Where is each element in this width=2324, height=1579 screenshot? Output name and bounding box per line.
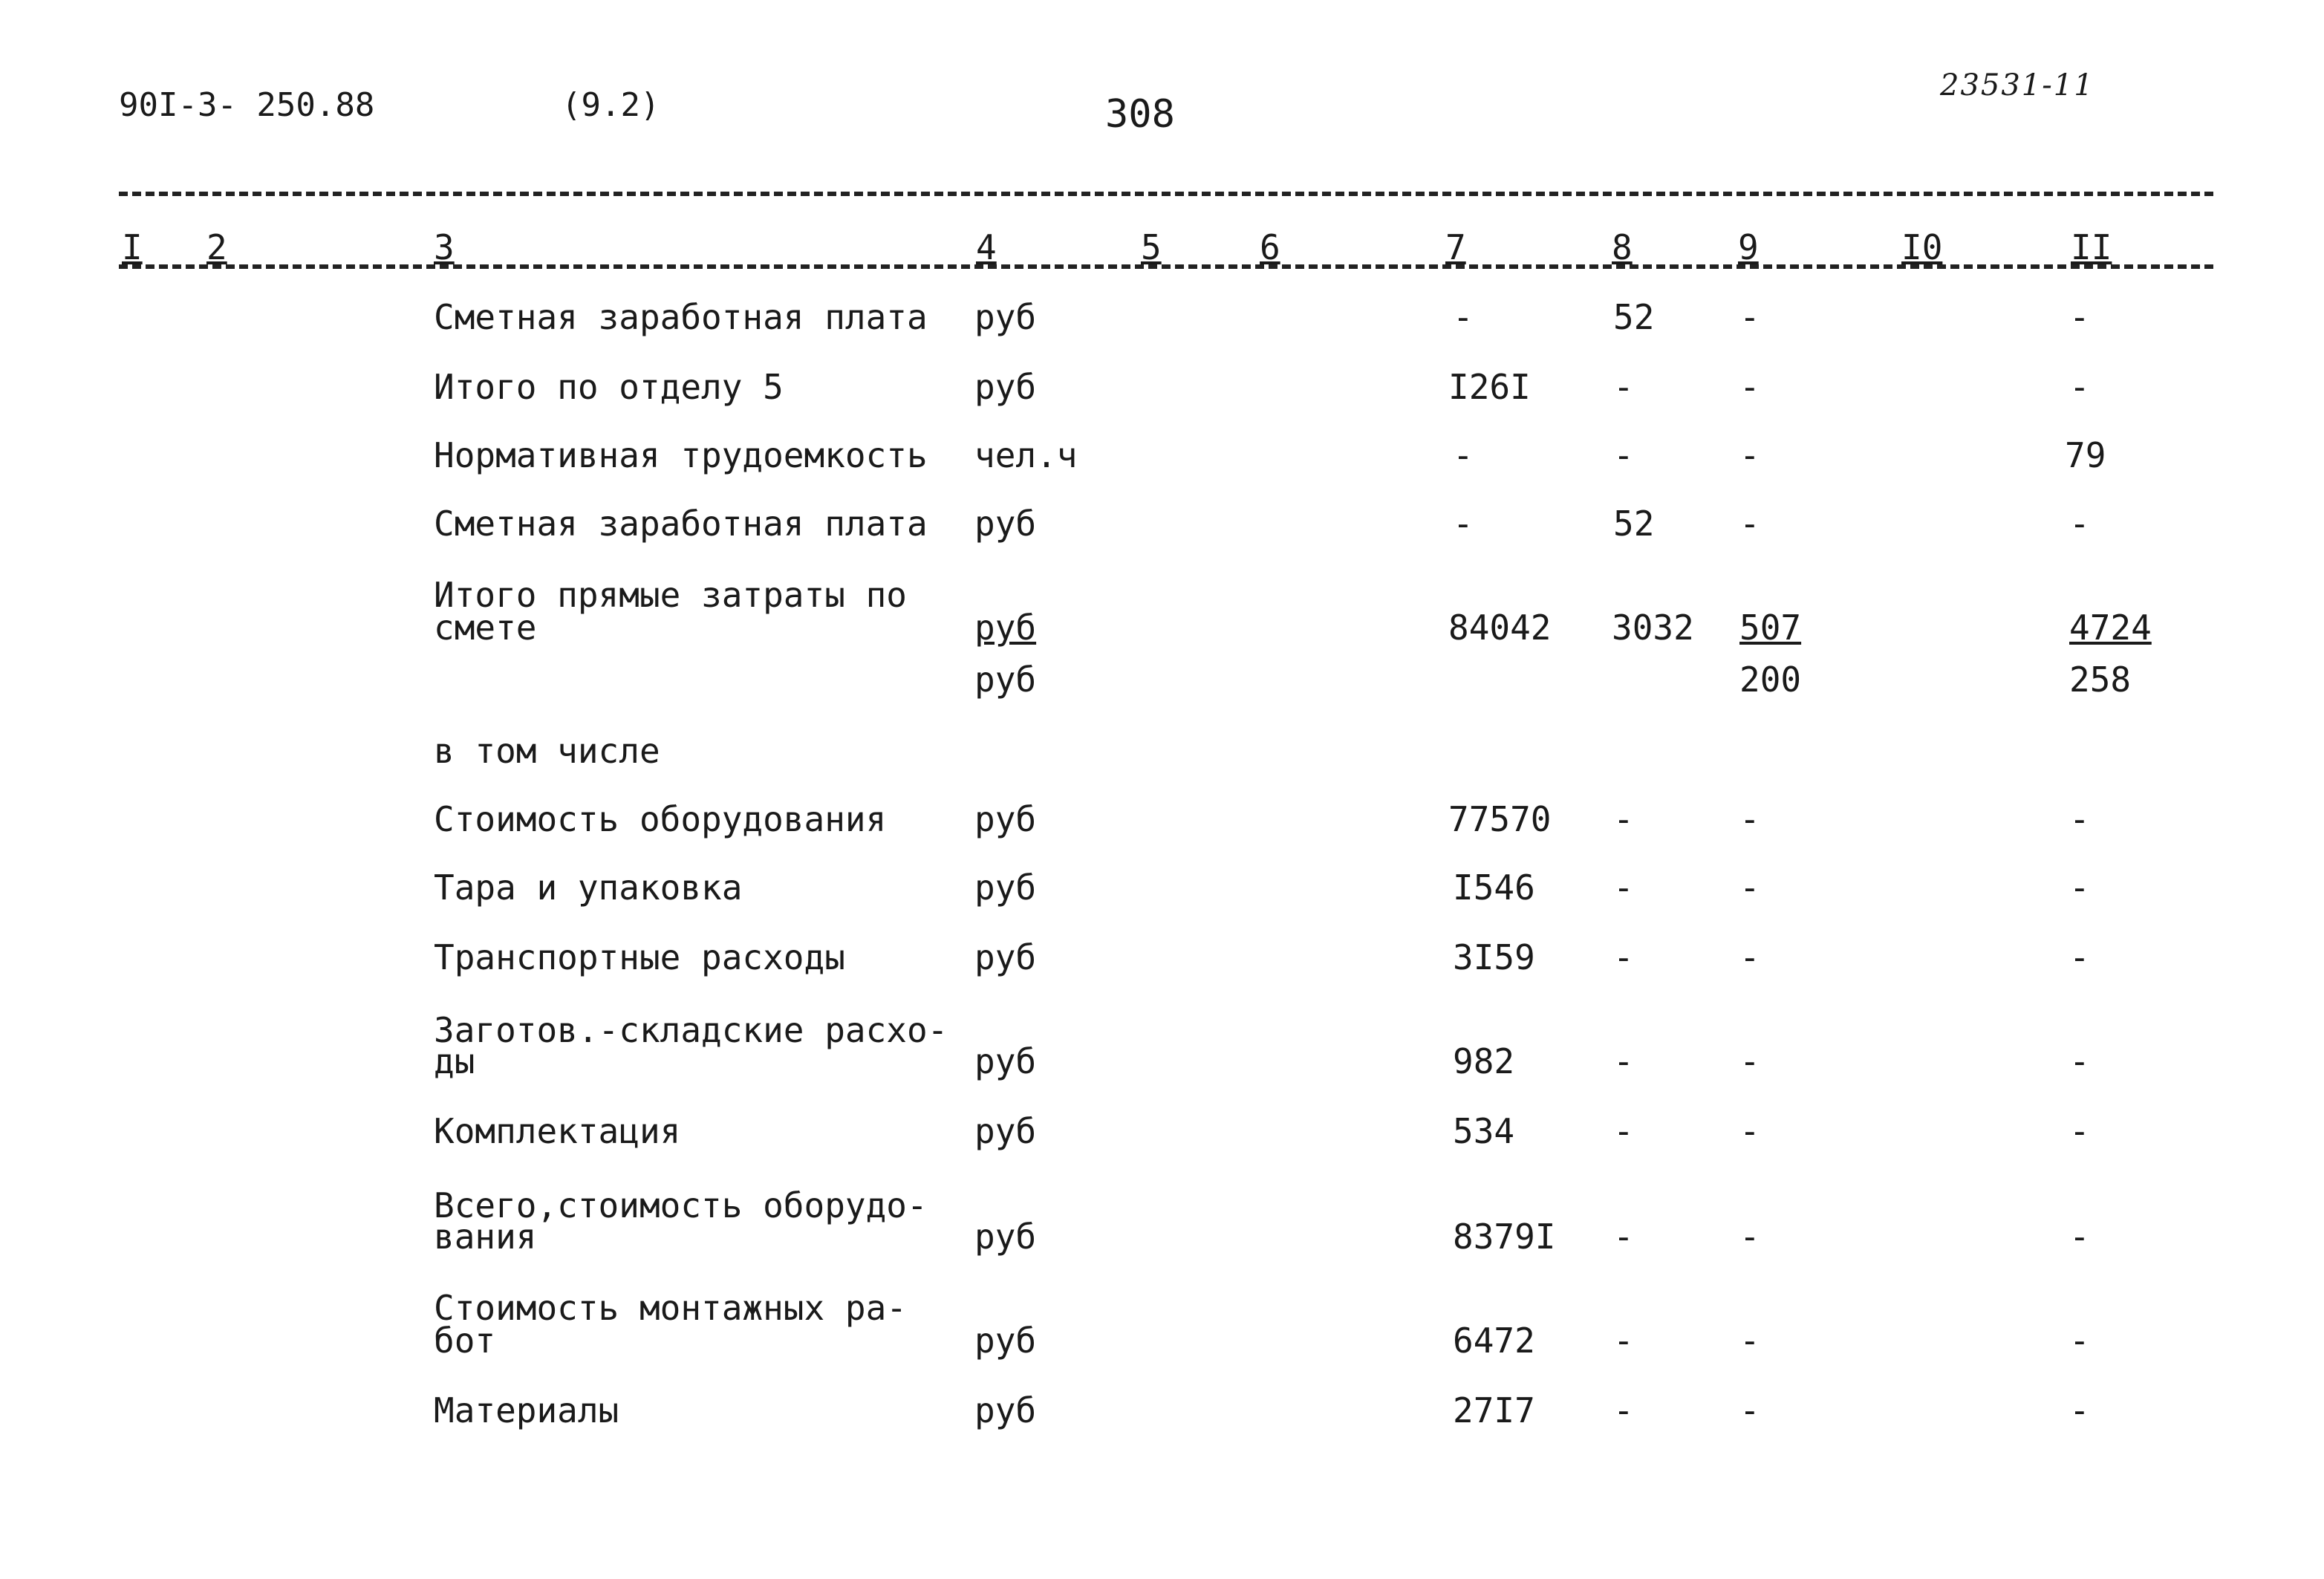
- column-number-4: 4: [976, 227, 997, 267]
- row-col8-value: 52: [1613, 504, 1655, 544]
- row-unit-secondary: руб: [974, 660, 1037, 700]
- row-label: Сметная заработная плата: [434, 504, 928, 544]
- row-unit: руб: [974, 1041, 1037, 1081]
- row-label-line1: Стоимость монтажных ра-: [434, 1288, 907, 1328]
- row-col11-value: -: [2069, 937, 2090, 977]
- row-col8-value: -: [1613, 867, 1634, 908]
- row-col7-value: I26I: [1448, 367, 1531, 407]
- row-label-line2: смете: [434, 608, 537, 648]
- row-label: Материалы: [434, 1390, 619, 1430]
- row-col9-value: -: [1739, 435, 1760, 475]
- row-col7-value: -: [1453, 297, 1474, 337]
- row-col11-value: -: [2069, 1390, 2090, 1430]
- row-label: Стоимость оборудования: [434, 799, 887, 839]
- row-col8-value: -: [1613, 799, 1634, 839]
- row-label-line1: Заготов.-складские расхо-: [434, 1010, 948, 1050]
- column-number-8: 8: [1612, 227, 1633, 267]
- row-col8-value: -: [1613, 1217, 1634, 1257]
- row-unit: руб: [974, 799, 1037, 839]
- row-col7-value: 982: [1453, 1041, 1515, 1081]
- row-label-line2: вания: [434, 1217, 537, 1257]
- row-col8-value: -: [1613, 1041, 1634, 1081]
- row-col8-value: -: [1613, 435, 1634, 475]
- row-col7-value: 84042: [1448, 608, 1552, 648]
- row-col9-value: -: [1739, 1390, 1760, 1430]
- row-col7-value: 3I59: [1453, 937, 1535, 977]
- column-number-1: I: [122, 227, 143, 267]
- document-code: 90I-3- 250.88: [119, 86, 375, 124]
- row-col7-value: -: [1453, 435, 1474, 475]
- column-header-rule: [119, 264, 2213, 269]
- row-label: Транспортные расходы: [434, 937, 845, 977]
- row-col9-value: -: [1739, 1321, 1760, 1361]
- column-number-7: 7: [1445, 227, 1466, 267]
- column-number-6: 6: [1260, 227, 1280, 267]
- row-col8-value: -: [1613, 937, 1634, 977]
- row-col9-value: -: [1739, 297, 1760, 337]
- row-col9-value: -: [1739, 799, 1760, 839]
- row-col7-value: 534: [1453, 1111, 1515, 1151]
- row-label: Итого по отделу 5: [434, 367, 784, 407]
- row-unit: руб: [974, 297, 1037, 337]
- row-label: Тара и упаковка: [434, 867, 743, 908]
- row-col8-value: -: [1613, 1111, 1634, 1151]
- row-col11-value: -: [2069, 367, 2090, 407]
- page-number: 308: [1105, 92, 1175, 137]
- row-col9-value: -: [1739, 367, 1760, 407]
- row-col9-value: -: [1739, 867, 1760, 908]
- row-label-line2: бот: [434, 1321, 496, 1361]
- row-col9-value: 507: [1739, 608, 1802, 648]
- row-col11-value: 4724: [2069, 608, 2152, 648]
- column-number-3: 3: [434, 227, 455, 267]
- handwritten-stamp: 23531-11: [1940, 68, 2094, 102]
- row-col8-value: -: [1613, 1321, 1634, 1361]
- row-col8-value: 3032: [1612, 608, 1694, 648]
- row-unit: чел.ч: [974, 435, 1078, 475]
- row-col8-value: 52: [1613, 297, 1655, 337]
- row-col11-value: -: [2069, 1111, 2090, 1151]
- row-label-line1: Всего,стоимость оборудо-: [434, 1185, 928, 1225]
- row-unit: руб: [974, 937, 1037, 977]
- row-label-line2: ды: [434, 1041, 475, 1081]
- column-number-10: I0: [1901, 227, 1943, 267]
- row-label-line1: Итого прямые затраты по: [434, 575, 907, 615]
- row-col9-value: -: [1739, 1111, 1760, 1151]
- row-col7-value: 77570: [1448, 799, 1552, 839]
- row-col11-value: -: [2069, 799, 2090, 839]
- row-col11-value: -: [2069, 297, 2090, 337]
- row-col9-value: -: [1739, 1217, 1760, 1257]
- column-number-9: 9: [1738, 227, 1759, 267]
- section-number: (9.2): [562, 86, 660, 124]
- top-dashed-rule: [119, 192, 2213, 196]
- row-col9-value: -: [1739, 1041, 1760, 1081]
- row-unit: руб: [974, 1111, 1037, 1151]
- row-col7-value: I546: [1453, 867, 1535, 908]
- row-label: в том числе: [434, 731, 660, 771]
- row-col8-value: -: [1613, 367, 1634, 407]
- row-unit: руб: [974, 608, 1037, 648]
- row-label: Сметная заработная плата: [434, 297, 928, 337]
- row-label: Нормативная трудоемкость: [434, 435, 928, 475]
- row-label: Комплектация: [434, 1111, 681, 1151]
- row-col11-value: -: [2069, 867, 2090, 908]
- column-number-2: 2: [206, 227, 227, 267]
- row-col11-value: -: [2069, 1041, 2090, 1081]
- row-unit: руб: [974, 1390, 1037, 1430]
- row-col9-secondary-value: 200: [1739, 660, 1802, 700]
- row-unit: руб: [974, 1217, 1037, 1257]
- row-col9-value: -: [1739, 937, 1760, 977]
- row-unit: руб: [974, 867, 1037, 908]
- row-col7-value: 6472: [1453, 1321, 1535, 1361]
- row-unit: руб: [974, 1321, 1037, 1361]
- column-number-5: 5: [1141, 227, 1162, 267]
- row-col8-value: -: [1613, 1390, 1634, 1430]
- row-col11-value: -: [2069, 1321, 2090, 1361]
- row-col11-secondary-value: 258: [2069, 660, 2132, 700]
- column-number-11: II: [2071, 227, 2112, 267]
- row-col7-value: 8379I: [1453, 1217, 1556, 1257]
- row-unit: руб: [974, 504, 1037, 544]
- row-col7-value: -: [1453, 504, 1474, 544]
- row-col11-value: -: [2069, 1217, 2090, 1257]
- row-col7-value: 27I7: [1453, 1390, 1535, 1430]
- row-col11-value: -: [2069, 504, 2090, 544]
- row-col9-value: -: [1739, 504, 1760, 544]
- row-col11-value: 79: [2065, 435, 2106, 475]
- row-unit: руб: [974, 367, 1037, 407]
